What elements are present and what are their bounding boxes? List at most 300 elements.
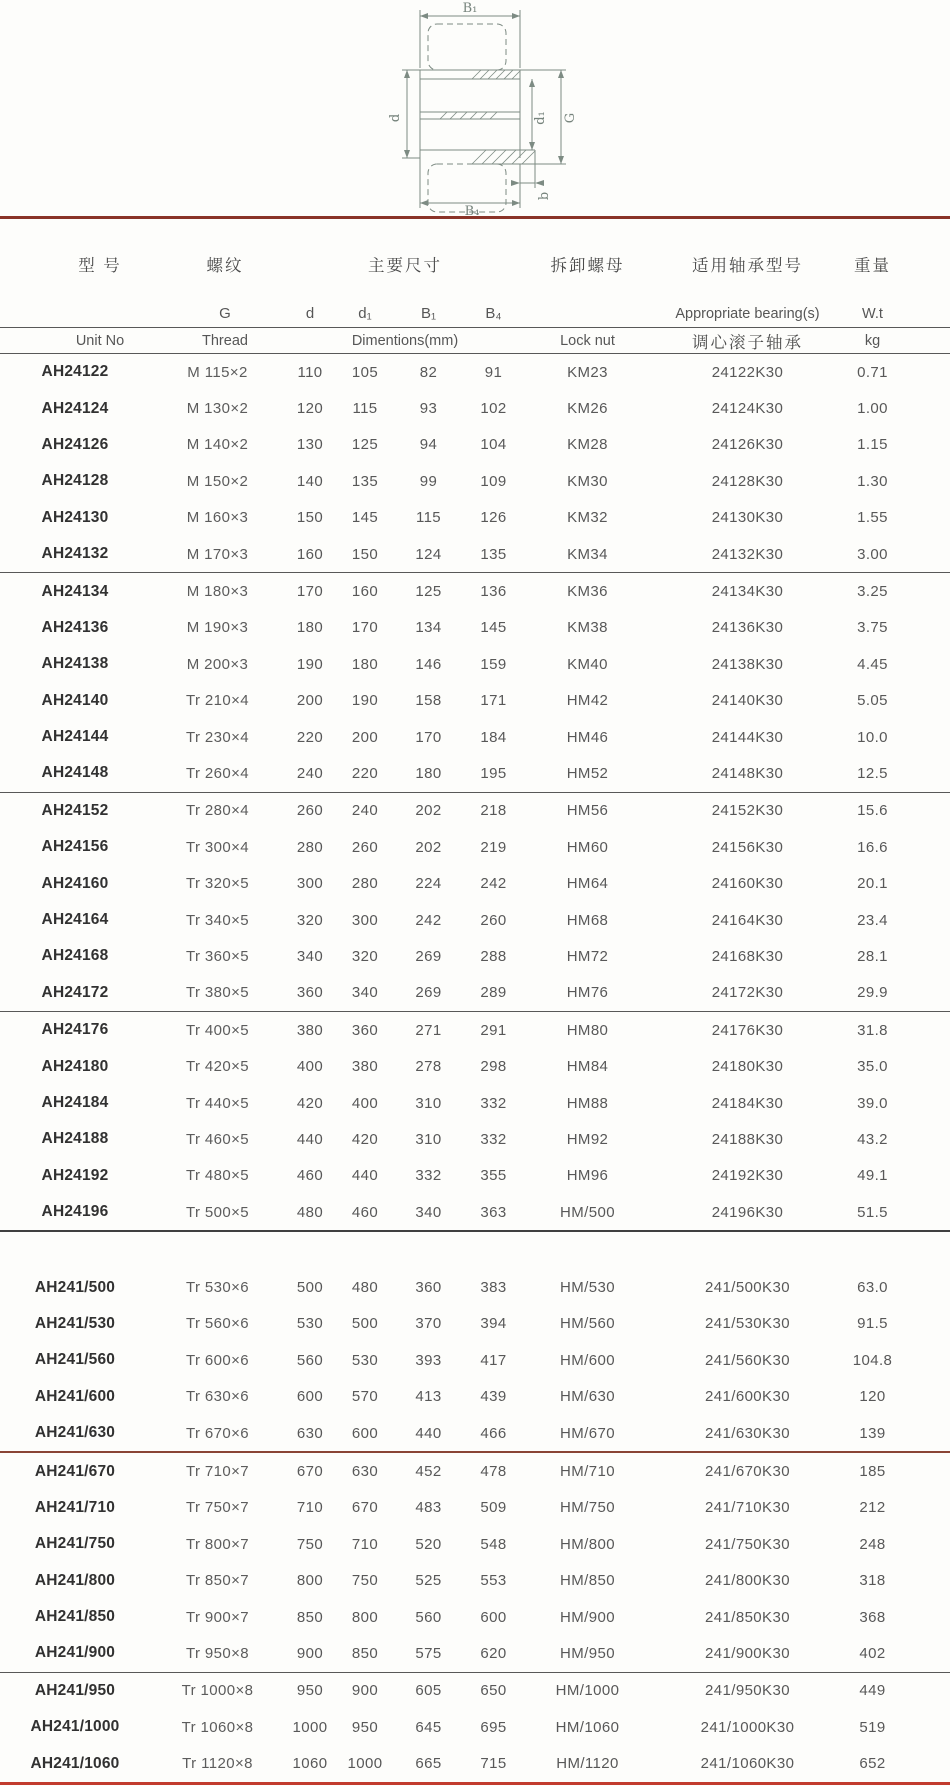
- cell-B4: 620: [480, 1644, 507, 1662]
- cell-bearing: 241/500K30: [705, 1279, 790, 1297]
- cell-thread: Tr 850×7: [185, 1572, 250, 1590]
- cell-weight: 120: [859, 1388, 886, 1406]
- cell-d1: 160: [351, 583, 379, 601]
- cell-weight: 12.5: [857, 764, 888, 782]
- cell-B4: 288: [480, 947, 507, 965]
- table-header-symbols: [0, 282, 950, 327]
- cell-lock-nut: HM46: [566, 728, 609, 746]
- cell-B4: 291: [480, 1021, 507, 1039]
- table-header-cn: [0, 219, 950, 282]
- technical-drawing: [320, 0, 640, 216]
- cell-unit-no: AH24196: [41, 1203, 109, 1221]
- cell-lock-nut: HM/850: [560, 1572, 615, 1590]
- cell-B1: 645: [415, 1718, 442, 1736]
- cell-weight: 63.0: [857, 1279, 888, 1297]
- table-section: [0, 1673, 950, 1782]
- table-row: [0, 1194, 950, 1230]
- table-row: [0, 500, 950, 536]
- cell-thread: Tr 480×5: [185, 1167, 250, 1185]
- cell-d: 190: [296, 655, 324, 673]
- cell-B1: 242: [415, 911, 442, 929]
- cell-bearing: 24184K30: [711, 1094, 784, 1112]
- cell-d: 420: [296, 1094, 324, 1112]
- cell-d: 800: [296, 1572, 324, 1590]
- cell-lock-nut: HM88: [566, 1094, 609, 1112]
- cell-lock-nut: KM34: [567, 545, 608, 563]
- header-bearing-en: Appropriate bearing(s): [675, 306, 820, 322]
- cell-bearing: 241/850K30: [705, 1608, 790, 1626]
- cell-unit-no: AH24180: [41, 1057, 109, 1075]
- cell-d: 400: [296, 1058, 324, 1076]
- cell-B4: 695: [480, 1718, 507, 1736]
- cell-lock-nut: KM36: [567, 583, 608, 601]
- cell-B4: 195: [480, 764, 507, 782]
- table-row: [0, 390, 950, 426]
- cell-B4: 126: [480, 509, 507, 527]
- cell-B1: 271: [415, 1021, 442, 1039]
- cell-bearing: 24156K30: [711, 838, 784, 856]
- cell-lock-nut: HM42: [566, 692, 609, 710]
- cell-d: 500: [296, 1279, 324, 1297]
- table-row: [0, 1563, 950, 1599]
- cell-bearing: 24140K30: [711, 692, 784, 710]
- cell-d1: 400: [351, 1094, 379, 1112]
- cell-lock-nut: HM/950: [560, 1644, 615, 1662]
- cell-weight: 43.2: [857, 1130, 888, 1148]
- cell-thread: Tr 500×5: [185, 1203, 250, 1221]
- table-row: [0, 1526, 950, 1562]
- cell-lock-nut: KM23: [567, 363, 608, 381]
- cell-weight: 3.25: [857, 583, 888, 601]
- cell-bearing: 24128K30: [711, 472, 784, 490]
- cell-thread: Tr 230×4: [185, 728, 250, 746]
- cell-lock-nut: HM/1060: [555, 1718, 620, 1736]
- cell-unit-no: AH241/630: [34, 1424, 116, 1442]
- cell-lock-nut: HM/560: [560, 1315, 615, 1333]
- cell-lock-nut: HM84: [566, 1058, 609, 1076]
- table-section: [0, 354, 950, 572]
- cell-unit-no: AH241/800: [34, 1571, 116, 1589]
- cell-B1: 93: [419, 400, 438, 418]
- cell-d1: 440: [351, 1167, 379, 1185]
- cell-weight: 185: [859, 1463, 886, 1481]
- cell-lock-nut: HM80: [566, 1021, 609, 1039]
- cell-bearing: 24172K30: [711, 984, 784, 1002]
- cell-B1: 269: [415, 984, 442, 1002]
- cell-d: 530: [296, 1315, 324, 1333]
- cell-B1: 413: [415, 1388, 442, 1406]
- cell-B1: 560: [415, 1608, 442, 1626]
- cell-thread: Tr 750×7: [185, 1499, 250, 1517]
- cell-B4: 145: [480, 619, 507, 637]
- cell-thread: Tr 340×5: [185, 911, 250, 929]
- cell-B1: 332: [415, 1167, 442, 1185]
- cell-bearing: 241/710K30: [705, 1499, 790, 1517]
- cell-thread: Tr 630×6: [185, 1388, 250, 1406]
- cell-weight: 1.00: [857, 400, 888, 418]
- cell-bearing: 241/950K30: [705, 1682, 790, 1700]
- cell-B1: 134: [415, 619, 442, 637]
- cell-d: 900: [296, 1644, 324, 1662]
- cell-unit-no: AH241/670: [34, 1462, 116, 1480]
- table-section: [0, 1453, 950, 1671]
- cell-d1: 200: [351, 728, 379, 746]
- cell-d1: 900: [351, 1682, 379, 1700]
- cell-B1: 94: [419, 436, 438, 454]
- table-row: [0, 829, 950, 865]
- header-dim-d: d: [305, 305, 315, 322]
- cell-weight: 212: [859, 1499, 886, 1517]
- cell-unit-no: AH24168: [41, 947, 109, 965]
- cell-thread: Tr 1060×8: [181, 1718, 254, 1736]
- cell-unit-no: AH241/1060: [30, 1754, 120, 1772]
- cell-lock-nut: HM/670: [560, 1424, 615, 1442]
- cell-d1: 460: [351, 1203, 379, 1221]
- cell-lock-nut: HM/530: [560, 1279, 615, 1297]
- cell-d: 850: [296, 1608, 324, 1626]
- cell-unit-no: AH24126: [41, 435, 109, 453]
- cell-d: 670: [296, 1463, 324, 1481]
- cell-d: 280: [296, 838, 324, 856]
- cell-lock-nut: HM/630: [560, 1388, 615, 1406]
- cell-unit-no: AH24184: [41, 1094, 109, 1111]
- cell-thread: M 140×2: [186, 436, 249, 454]
- cell-bearing: 24168K30: [711, 947, 784, 965]
- header-dim-B4: B₄: [485, 305, 502, 322]
- cell-thread: Tr 900×7: [185, 1608, 250, 1626]
- table-row: [0, 683, 950, 719]
- cell-unit-no: AH24140: [41, 691, 109, 709]
- cell-B4: 383: [480, 1279, 507, 1297]
- cell-lock-nut: KM32: [567, 509, 608, 527]
- table-row: [0, 1379, 950, 1415]
- cell-d1: 420: [351, 1130, 379, 1148]
- table-row: [0, 719, 950, 755]
- cell-d: 120: [296, 400, 324, 418]
- cell-B1: 360: [415, 1279, 442, 1297]
- table-row: [0, 610, 950, 646]
- cell-d1: 190: [351, 692, 379, 710]
- table-row: [0, 573, 950, 609]
- cell-B1: 575: [415, 1644, 442, 1662]
- cell-thread: Tr 210×4: [185, 692, 250, 710]
- cell-unit-no: AH24130: [41, 508, 109, 526]
- cell-weight: 3.00: [857, 545, 888, 563]
- header-unit-en: Unit No: [75, 332, 125, 349]
- table-row: [0, 902, 950, 938]
- cell-B1: 665: [415, 1755, 442, 1773]
- cell-B1: 393: [415, 1351, 442, 1369]
- cell-thread: Tr 300×4: [185, 838, 250, 856]
- cell-d: 600: [296, 1388, 324, 1406]
- cell-bearing: 24136K30: [711, 619, 784, 637]
- dim-label-B4: B₄: [464, 204, 480, 216]
- header-weight-kg: kg: [864, 332, 881, 349]
- cell-thread: Tr 320×5: [185, 875, 250, 893]
- cell-bearing: 24144K30: [711, 728, 784, 746]
- cell-weight: 51.5: [857, 1203, 888, 1221]
- cell-unit-no: AH24144: [41, 728, 109, 746]
- cell-d1: 360: [351, 1021, 379, 1039]
- table-row: [0, 463, 950, 499]
- cell-d: 140: [296, 472, 324, 490]
- cell-weight: 10.0: [857, 728, 888, 746]
- cell-d1: 600: [351, 1424, 379, 1442]
- cell-lock-nut: HM72: [566, 947, 609, 965]
- cell-B1: 310: [415, 1094, 442, 1112]
- cell-bearing: 24196K30: [711, 1203, 784, 1221]
- cell-thread: Tr 710×7: [185, 1463, 250, 1481]
- cell-thread: Tr 420×5: [185, 1058, 250, 1076]
- cell-d1: 480: [351, 1279, 379, 1297]
- cell-B1: 224: [415, 875, 442, 893]
- cell-B4: 260: [480, 911, 507, 929]
- cell-d: 460: [296, 1167, 324, 1185]
- cell-thread: Tr 670×6: [185, 1424, 250, 1442]
- cell-B4: 363: [480, 1203, 507, 1221]
- cell-d: 340: [296, 947, 324, 965]
- cell-B1: 202: [415, 838, 442, 856]
- cell-lock-nut: KM38: [567, 619, 608, 637]
- table-row: [0, 1599, 950, 1635]
- cell-lock-nut: HM/710: [560, 1463, 615, 1481]
- cell-thread: Tr 260×4: [185, 764, 250, 782]
- cell-B4: 332: [480, 1094, 507, 1112]
- cell-unit-no: AH24152: [41, 801, 109, 819]
- cell-B1: 440: [415, 1424, 442, 1442]
- cell-B4: 600: [480, 1608, 507, 1626]
- cell-unit-no: AH24160: [41, 874, 109, 892]
- bottom-rule: [0, 1782, 950, 1785]
- cell-weight: 16.6: [857, 838, 888, 856]
- cell-lock-nut: HM56: [566, 802, 609, 820]
- cell-B1: 202: [415, 802, 442, 820]
- table-header-en: [0, 328, 950, 353]
- cell-d1: 630: [351, 1463, 379, 1481]
- table-row: [0, 646, 950, 682]
- cell-d: 240: [296, 764, 324, 782]
- cell-B1: 278: [415, 1058, 442, 1076]
- cell-thread: Tr 600×6: [185, 1351, 250, 1369]
- cell-d: 360: [296, 984, 324, 1002]
- cell-B1: 483: [415, 1499, 442, 1517]
- cell-d: 560: [296, 1351, 324, 1369]
- table-row: [0, 1085, 950, 1121]
- cell-bearing: 24164K30: [711, 911, 784, 929]
- cell-bearing: 24132K30: [711, 545, 784, 563]
- cell-unit-no: AH24176: [41, 1021, 109, 1039]
- header-bearing-cn2: 调心滚子轴承: [692, 333, 803, 352]
- cell-thread: Tr 380×5: [185, 984, 250, 1002]
- cell-weight: 3.75: [857, 619, 888, 637]
- cell-unit-no: AH24134: [41, 582, 109, 600]
- header-locknut-cn: 拆卸螺母: [550, 257, 625, 275]
- cell-weight: 402: [859, 1644, 886, 1662]
- cell-B4: 355: [480, 1167, 507, 1185]
- header-weight-wt: W.t: [862, 306, 883, 322]
- table-row: [0, 1453, 950, 1489]
- cell-d: 160: [296, 545, 324, 563]
- cell-d: 380: [296, 1021, 324, 1039]
- cell-bearing: 24160K30: [711, 875, 784, 893]
- cell-weight: 1.30: [857, 472, 888, 490]
- cell-weight: 248: [859, 1535, 886, 1553]
- cell-B4: 91: [484, 363, 503, 381]
- cell-thread: Tr 530×6: [185, 1279, 250, 1297]
- cell-B4: 135: [480, 545, 507, 563]
- cell-bearing: 24176K30: [711, 1021, 784, 1039]
- table-row: [0, 1673, 950, 1709]
- cell-unit-no: AH24148: [41, 764, 109, 782]
- cell-weight: 0.71: [857, 363, 888, 381]
- cell-d1: 750: [351, 1572, 379, 1590]
- cell-unit-no: AH24156: [41, 838, 109, 856]
- table-section: [0, 793, 950, 1011]
- cell-B4: 171: [480, 692, 507, 710]
- cell-d1: 115: [352, 400, 378, 418]
- table-row: [0, 975, 950, 1011]
- cell-lock-nut: HM60: [566, 838, 609, 856]
- cell-bearing: 24180K30: [711, 1058, 784, 1076]
- cell-d: 320: [296, 911, 324, 929]
- cell-d1: 150: [351, 545, 379, 563]
- header-thread-cn: 螺纹: [206, 257, 244, 275]
- cell-d: 150: [296, 509, 324, 527]
- cell-B1: 525: [415, 1572, 442, 1590]
- cell-d: 1060: [292, 1755, 328, 1773]
- cell-B1: 158: [415, 692, 442, 710]
- cell-thread: Tr 560×6: [185, 1315, 250, 1333]
- cell-B1: 180: [415, 764, 442, 782]
- cell-thread: M 170×3: [186, 545, 249, 563]
- cell-bearing: 241/1060K30: [700, 1755, 795, 1773]
- cell-B1: 115: [415, 509, 442, 527]
- cell-unit-no: AH241/560: [34, 1351, 116, 1369]
- cell-B1: 520: [415, 1535, 442, 1553]
- cell-bearing: 24148K30: [711, 764, 784, 782]
- cell-lock-nut: HM/800: [560, 1535, 615, 1553]
- cell-weight: 449: [859, 1682, 886, 1700]
- cell-B1: 124: [415, 545, 442, 563]
- cell-B1: 310: [415, 1130, 442, 1148]
- table-section: [0, 573, 950, 791]
- cell-unit-no: AH24138: [41, 655, 109, 673]
- cell-bearing: 24130K30: [711, 509, 784, 527]
- cell-d1: 145: [351, 509, 379, 527]
- cell-d1: 260: [351, 838, 379, 856]
- cell-B1: 340: [415, 1203, 442, 1221]
- cell-d1: 340: [351, 984, 379, 1002]
- cell-weight: 39.0: [857, 1094, 888, 1112]
- cell-lock-nut: KM40: [567, 655, 608, 673]
- table-section: [0, 1012, 950, 1230]
- section-gap: [0, 1232, 950, 1269]
- cell-B4: 289: [480, 984, 507, 1002]
- cell-unit-no: AH241/850: [34, 1608, 116, 1626]
- table-row: [0, 1048, 950, 1084]
- cell-bearing: 24126K30: [711, 436, 784, 454]
- cell-B1: 269: [415, 947, 442, 965]
- header-thread-g: G: [219, 305, 231, 322]
- cell-d1: 530: [351, 1351, 379, 1369]
- table-row: [0, 1415, 950, 1451]
- cell-d1: 105: [351, 363, 379, 381]
- cell-lock-nut: HM/750: [560, 1499, 615, 1517]
- cell-bearing: 241/530K30: [705, 1315, 790, 1333]
- table-row: [0, 354, 950, 390]
- cell-weight: 318: [859, 1572, 886, 1590]
- cell-bearing: 241/560K30: [705, 1351, 790, 1369]
- table-row: [0, 755, 950, 791]
- cell-d1: 1000: [347, 1755, 383, 1773]
- header-bearing-cn: 适用轴承型号: [692, 257, 803, 275]
- cell-d1: 850: [351, 1644, 379, 1662]
- cell-d1: 125: [351, 436, 379, 454]
- cell-bearing: 241/750K30: [705, 1535, 790, 1553]
- cell-B4: 298: [480, 1058, 507, 1076]
- table-row: [0, 1709, 950, 1745]
- cell-thread: M 200×3: [186, 655, 249, 673]
- dim-label-G: G: [563, 112, 578, 124]
- cell-unit-no: AH241/1000: [30, 1718, 120, 1736]
- cell-B4: 136: [480, 583, 507, 601]
- table-body: [0, 354, 950, 1782]
- cell-weight: 4.45: [857, 655, 888, 673]
- cell-weight: 15.6: [857, 802, 888, 820]
- cell-thread: M 130×2: [186, 400, 249, 418]
- cell-unit-no: AH241/600: [34, 1387, 116, 1405]
- cell-d: 300: [296, 875, 324, 893]
- table-row: [0, 536, 950, 572]
- cell-lock-nut: HM52: [566, 764, 609, 782]
- cell-weight: 28.1: [857, 947, 888, 965]
- cell-B4: 478: [480, 1463, 507, 1481]
- cell-unit-no: AH24188: [41, 1130, 109, 1148]
- cell-weight: 29.9: [857, 984, 888, 1002]
- cell-unit-no: AH24192: [41, 1166, 109, 1184]
- cell-bearing: 24192K30: [711, 1167, 784, 1185]
- cell-B4: 650: [480, 1682, 507, 1700]
- cell-d: 440: [296, 1130, 324, 1148]
- cell-weight: 20.1: [857, 875, 888, 893]
- cell-d: 200: [296, 692, 324, 710]
- cell-lock-nut: KM28: [567, 436, 608, 454]
- cell-B4: 417: [480, 1351, 507, 1369]
- cell-d1: 220: [351, 764, 379, 782]
- cell-unit-no: AH241/530: [34, 1314, 116, 1332]
- cell-bearing: 241/900K30: [705, 1644, 790, 1662]
- cell-lock-nut: HM/500: [560, 1203, 615, 1221]
- cell-d1: 300: [351, 911, 379, 929]
- cell-d: 260: [296, 802, 324, 820]
- cell-d1: 135: [351, 472, 379, 490]
- table-row: [0, 793, 950, 829]
- cell-unit-no: AH24124: [41, 399, 109, 417]
- cell-lock-nut: KM30: [567, 472, 608, 490]
- cell-unit-no: AH24172: [41, 983, 109, 1001]
- cell-unit-no: AH24164: [41, 911, 109, 929]
- cell-weight: 35.0: [857, 1058, 888, 1076]
- cell-B1: 605: [415, 1682, 442, 1700]
- cell-weight: 91.5: [857, 1315, 888, 1333]
- sleeve-cross-section: [320, 0, 640, 216]
- cell-B4: 466: [480, 1424, 507, 1442]
- cell-B1: 82: [419, 363, 438, 381]
- cell-unit-no: AH241/900: [34, 1644, 116, 1662]
- cell-B1: 452: [415, 1463, 442, 1481]
- cell-lock-nut: HM/1000: [555, 1682, 620, 1700]
- cell-bearing: 24152K30: [711, 802, 784, 820]
